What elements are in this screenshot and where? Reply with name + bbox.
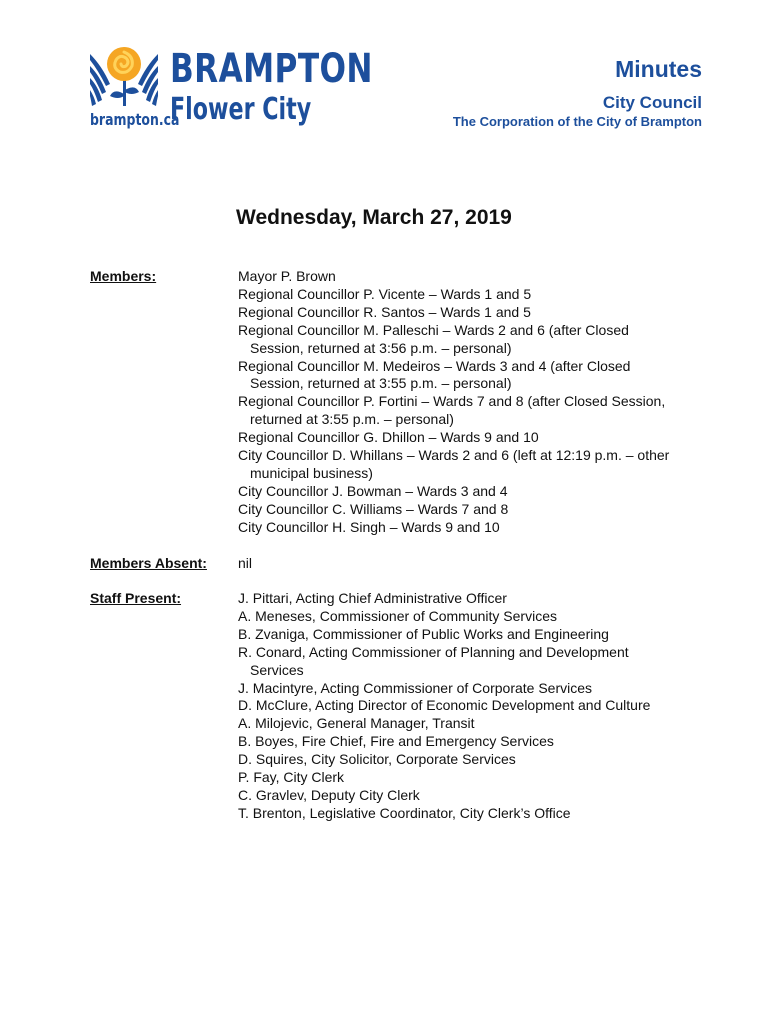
brampton-logo	[88, 44, 373, 136]
list-item: B. Zvaniga, Commissioner of Public Works and Engineering	[238, 625, 609, 642]
staff-present-label: Staff Present:	[90, 590, 182, 606]
list-item: T. Brenton, Legislative Coordinator, City Clerk’s Office	[238, 804, 571, 821]
list-item: Regional Councillor P. Fortini – Wards 7 and 8 (after Closed Session, returned at 3:55 p.m. – personal)	[238, 393, 666, 428]
list-item: Regional Councillor M. Medeiros – Wards 3 and 4 (after Closed Session, returned at 3:55 p.m. – personal)	[238, 357, 631, 392]
corporation-name: The Corporation of the City of Brampton	[452, 114, 702, 129]
list-item: City Councillor C. Williams – Wards 7 and 8	[238, 500, 509, 517]
list-item: J. Macintyre, Acting Commissioner of Corporate Services	[238, 679, 593, 696]
members-absent-value: nil	[238, 555, 253, 571]
list-item: Regional Councillor G. Dhillon – Wards 9 and 10	[238, 429, 539, 446]
list-item: C. Gravlev, Deputy City Clerk	[238, 786, 420, 803]
list-item: P. Fay, City Clerk	[238, 769, 345, 786]
list-item: D. Squires, City Solicitor, Corporate Services	[238, 751, 516, 768]
meeting-date: Wednesday, March 27, 2019	[236, 206, 512, 229]
logo-url: brampton.ca	[90, 110, 180, 129]
list-item: R. Conard, Acting Commissioner of Planning and Development Services	[238, 643, 629, 678]
document-title: Minutes	[615, 56, 702, 82]
list-item: Regional Councillor M. Palleschi – Wards 2 and 6 (after Closed Session, returned at 3:56 p.m. – personal)	[238, 321, 629, 356]
council-name: City Council	[602, 93, 702, 112]
rose-emblem-icon	[88, 44, 160, 108]
list-item: Mayor P. Brown	[238, 268, 336, 284]
list-item: J. Pittari, Acting Chief Administrative Officer	[238, 590, 507, 606]
members-list	[238, 268, 678, 537]
list-item: Regional Councillor P. Vicente – Wards 1 and 5	[238, 285, 532, 302]
logo-wordmark-flower-city: Flower City	[170, 92, 312, 127]
list-item: City Councillor J. Bowman – Wards 3 and 4	[238, 482, 508, 499]
logo-wordmark-brampton: BRAMPTON	[170, 46, 373, 92]
members-label: Members:	[90, 268, 157, 284]
list-item: D. McClure, Acting Director of Economic Development and Culture	[238, 697, 651, 714]
list-item: A. Milojevic, General Manager, Transit	[238, 715, 475, 732]
list-item: B. Boyes, Fire Chief, Fire and Emergency Services	[238, 733, 554, 750]
list-item: Regional Councillor R. Santos – Wards 1 and 5	[238, 303, 531, 320]
list-item: City Councillor D. Whillans – Wards 2 and 6 (left at 12:19 p.m. – other municipal business)	[238, 447, 670, 481]
members-absent-list	[238, 555, 678, 573]
members-absent-label: Members Absent:	[90, 555, 207, 571]
list-item: A. Meneses, Commissioner of Community Services	[238, 607, 557, 624]
list-item: City Councillor H. Singh – Wards 9 and 10	[238, 518, 500, 535]
staff-present-list	[238, 590, 678, 823]
